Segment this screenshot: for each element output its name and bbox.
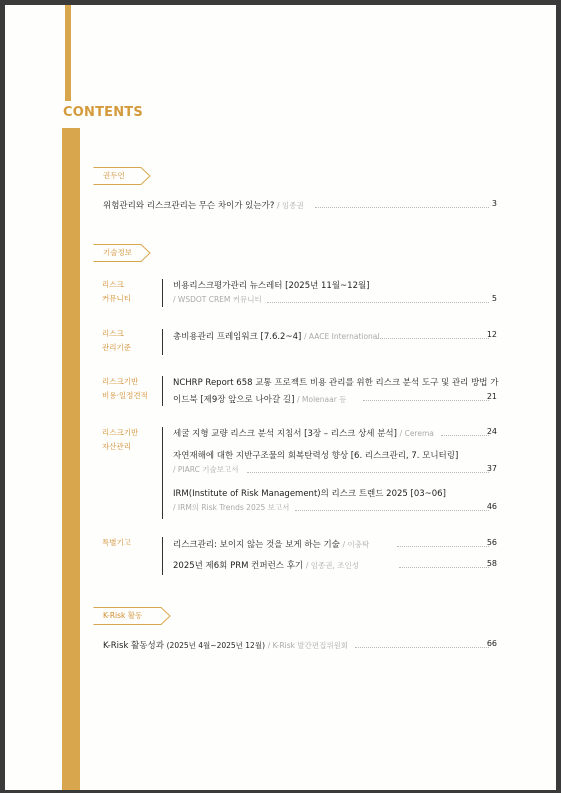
leader-dots xyxy=(399,567,489,568)
page-number: 21 xyxy=(486,392,497,401)
toc-entry-source: / WSDOT CREM 커뮤니티 xyxy=(173,295,262,304)
category-label: 리스크 커뮤니티 xyxy=(102,280,131,303)
page-number: 5 xyxy=(491,294,497,303)
toc-entry[interactable]: NCHRP Report 658 교통 프로젝트 비용 관리를 위한 리스크 분석 도구 및 관리 방법 가 이드북 [제9장 앞으로 나아갈 길] / Molenaar 등 xyxy=(173,378,499,405)
toc-entry-source: / IRM의 Risk Trends 2025 보고서 xyxy=(173,503,290,512)
leader-dots xyxy=(295,510,489,511)
category-label: 리스크 관리기준 xyxy=(102,329,131,352)
page-number: 58 xyxy=(486,559,497,568)
category-divider xyxy=(162,427,163,519)
toc-entry[interactable]: 세굴 지형 교량 리스크 분석 지침서 [3장 – 리스크 상세 분석] / Cerema xyxy=(173,429,434,439)
section-tag-tech: 기술정보 xyxy=(93,244,151,262)
toc-entry[interactable]: 2025년 제6회 PRM 컨퍼런스 후기 / 임종권, 조인성 xyxy=(173,561,359,571)
page-number: 37 xyxy=(486,464,497,473)
toc-entry-source: / PIARC 기술보고서 xyxy=(173,465,239,474)
category-divider xyxy=(162,376,163,406)
toc-entry[interactable]: 리스크관리: 보이지 않는 것을 보게 하는 기술 / 이충탁 xyxy=(173,540,370,550)
page-number: 66 xyxy=(486,639,497,648)
category-divider xyxy=(162,329,163,355)
category-divider xyxy=(162,537,163,575)
page-number: 3 xyxy=(491,199,497,208)
toc-entry[interactable]: 자연재해에 대한 지반구조물의 회복탄력성 향상 [6. 리스크관리, 7. 모니터링] xyxy=(173,451,459,461)
toc-entry-foreword[interactable]: 위험관리와 리스크관리는 무슨 차이가 있는가? / 임종권 xyxy=(103,201,304,211)
category-label: 특별기고 xyxy=(102,538,131,547)
page-number: 56 xyxy=(486,538,497,547)
leader-dots xyxy=(397,546,489,547)
category-label: 리스크기반 자산관리 xyxy=(102,428,139,451)
page-number: 12 xyxy=(486,330,497,339)
page-number: 24 xyxy=(486,427,497,436)
toc-entry[interactable]: IRM(Institute of Risk Management)의 리스크 트렌드 2025 [03~06] xyxy=(173,489,446,499)
leader-dots xyxy=(355,647,489,648)
section-tag-krisk: K-Risk 활동 xyxy=(93,607,171,625)
side-accent-bar xyxy=(62,128,80,790)
leader-dots xyxy=(363,400,489,401)
leader-dots xyxy=(267,302,489,303)
top-accent-bar xyxy=(65,5,71,101)
toc-entry[interactable]: 총비용관리 프레임워크 [7.6.2~4] / AACE International xyxy=(173,332,380,342)
page-title: CONTENTS xyxy=(63,105,143,120)
page-number: 46 xyxy=(486,502,497,511)
category-divider xyxy=(162,279,163,307)
page xyxy=(5,5,556,790)
section-tag-foreword: 권두언 xyxy=(93,167,151,185)
leader-dots xyxy=(377,338,489,339)
leader-dots xyxy=(247,472,489,473)
toc-entry[interactable]: 비용리스크평가관리 뉴스레터 [2025년 11월~12월] xyxy=(173,281,370,291)
category-label: 리스크기반 비용·일정견적 xyxy=(102,377,148,400)
toc-entry-krisk[interactable]: K-Risk 활동성과 (2025년 4월~2025년 12월) / K-Risk 발간편집위원회 xyxy=(103,641,349,651)
leader-dots xyxy=(315,207,489,208)
